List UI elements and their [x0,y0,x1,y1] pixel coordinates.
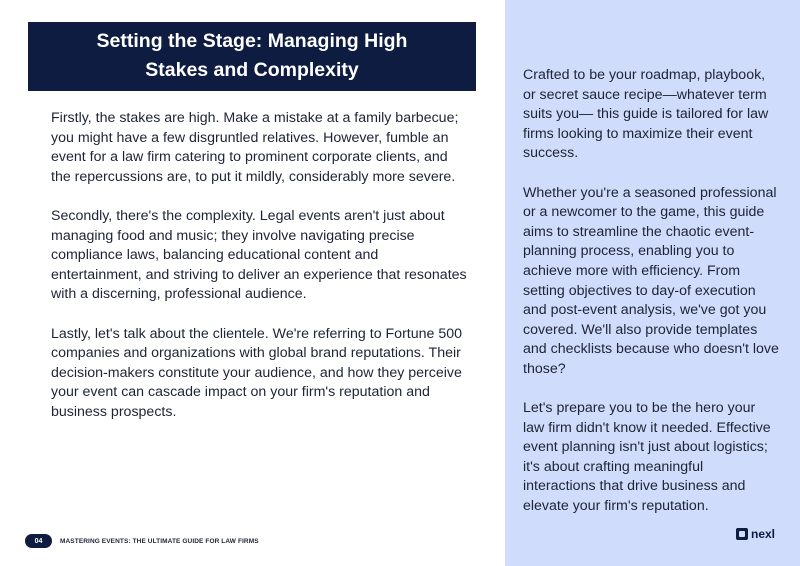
page-number-badge: 04 [25,534,52,548]
main-body-text [51,109,471,442]
paragraph-hero: Let's prepare you to be the hero your law firm didn't know it needed. Effective event planning isn't just about logistics; it's about crafting meaningful interactions that drive business and elevate your firm's reputation. [523,400,771,515]
nexl-logo-icon [736,528,748,540]
page-title-line-2: Stakes and Complexity [145,59,359,81]
paragraph-audience: Whether you're a seasoned professional or a newcomer to the game, this guide aims to streamline the chaotic event-planning process, enabling you to achieve more with efficiency. From setting objectives to day-of execution and post-event analysis, we've got you covered. We'll also provide templates and checklists because who doesn't love those? [523,184,779,377]
paragraph-clientele: Lastly, let's talk about the clientele. We're referring to Fortune 500 companies and organizations with global brand reputations. Their decision-makers constitute your audience, and how they perceive your event can cascade impact on your firm's reputation and business prospects. [51,325,463,420]
paragraph-stakes: Firstly, the stakes are high. Make a mistake at a family barbecue; you might have a few disgruntled relatives. However, fumble an event for a law firm catering to prominent corporate clients, and the repercussions are, to put it mildly, considerably more severe. [51,110,459,185]
sidebar-body-text [523,66,779,536]
nexl-logo-text: nexl [751,527,776,541]
nexl-logo [736,527,775,541]
footer-title: MASTERING EVENTS: THE ULTIMATE GUIDE FOR LAW FIRMS [60,537,259,545]
page-footer [25,533,259,549]
page-title-line-1: Setting the Stage: Managing High [96,30,408,52]
page-title [28,22,476,91]
paragraph-complexity: Secondly, there's the complexity. Legal events aren't just about managing food and music; they involve navigating precise compliance laws, balancing educational content and entertainment, and striving to deliver an experience that resonates with a discerning, professional audience. [51,207,467,303]
paragraph-roadmap: Crafted to be your roadmap, playbook, or secret sauce recipe—whatever term suits you— this guide is tailored for law firms looking to maximize their event success. [523,67,769,162]
